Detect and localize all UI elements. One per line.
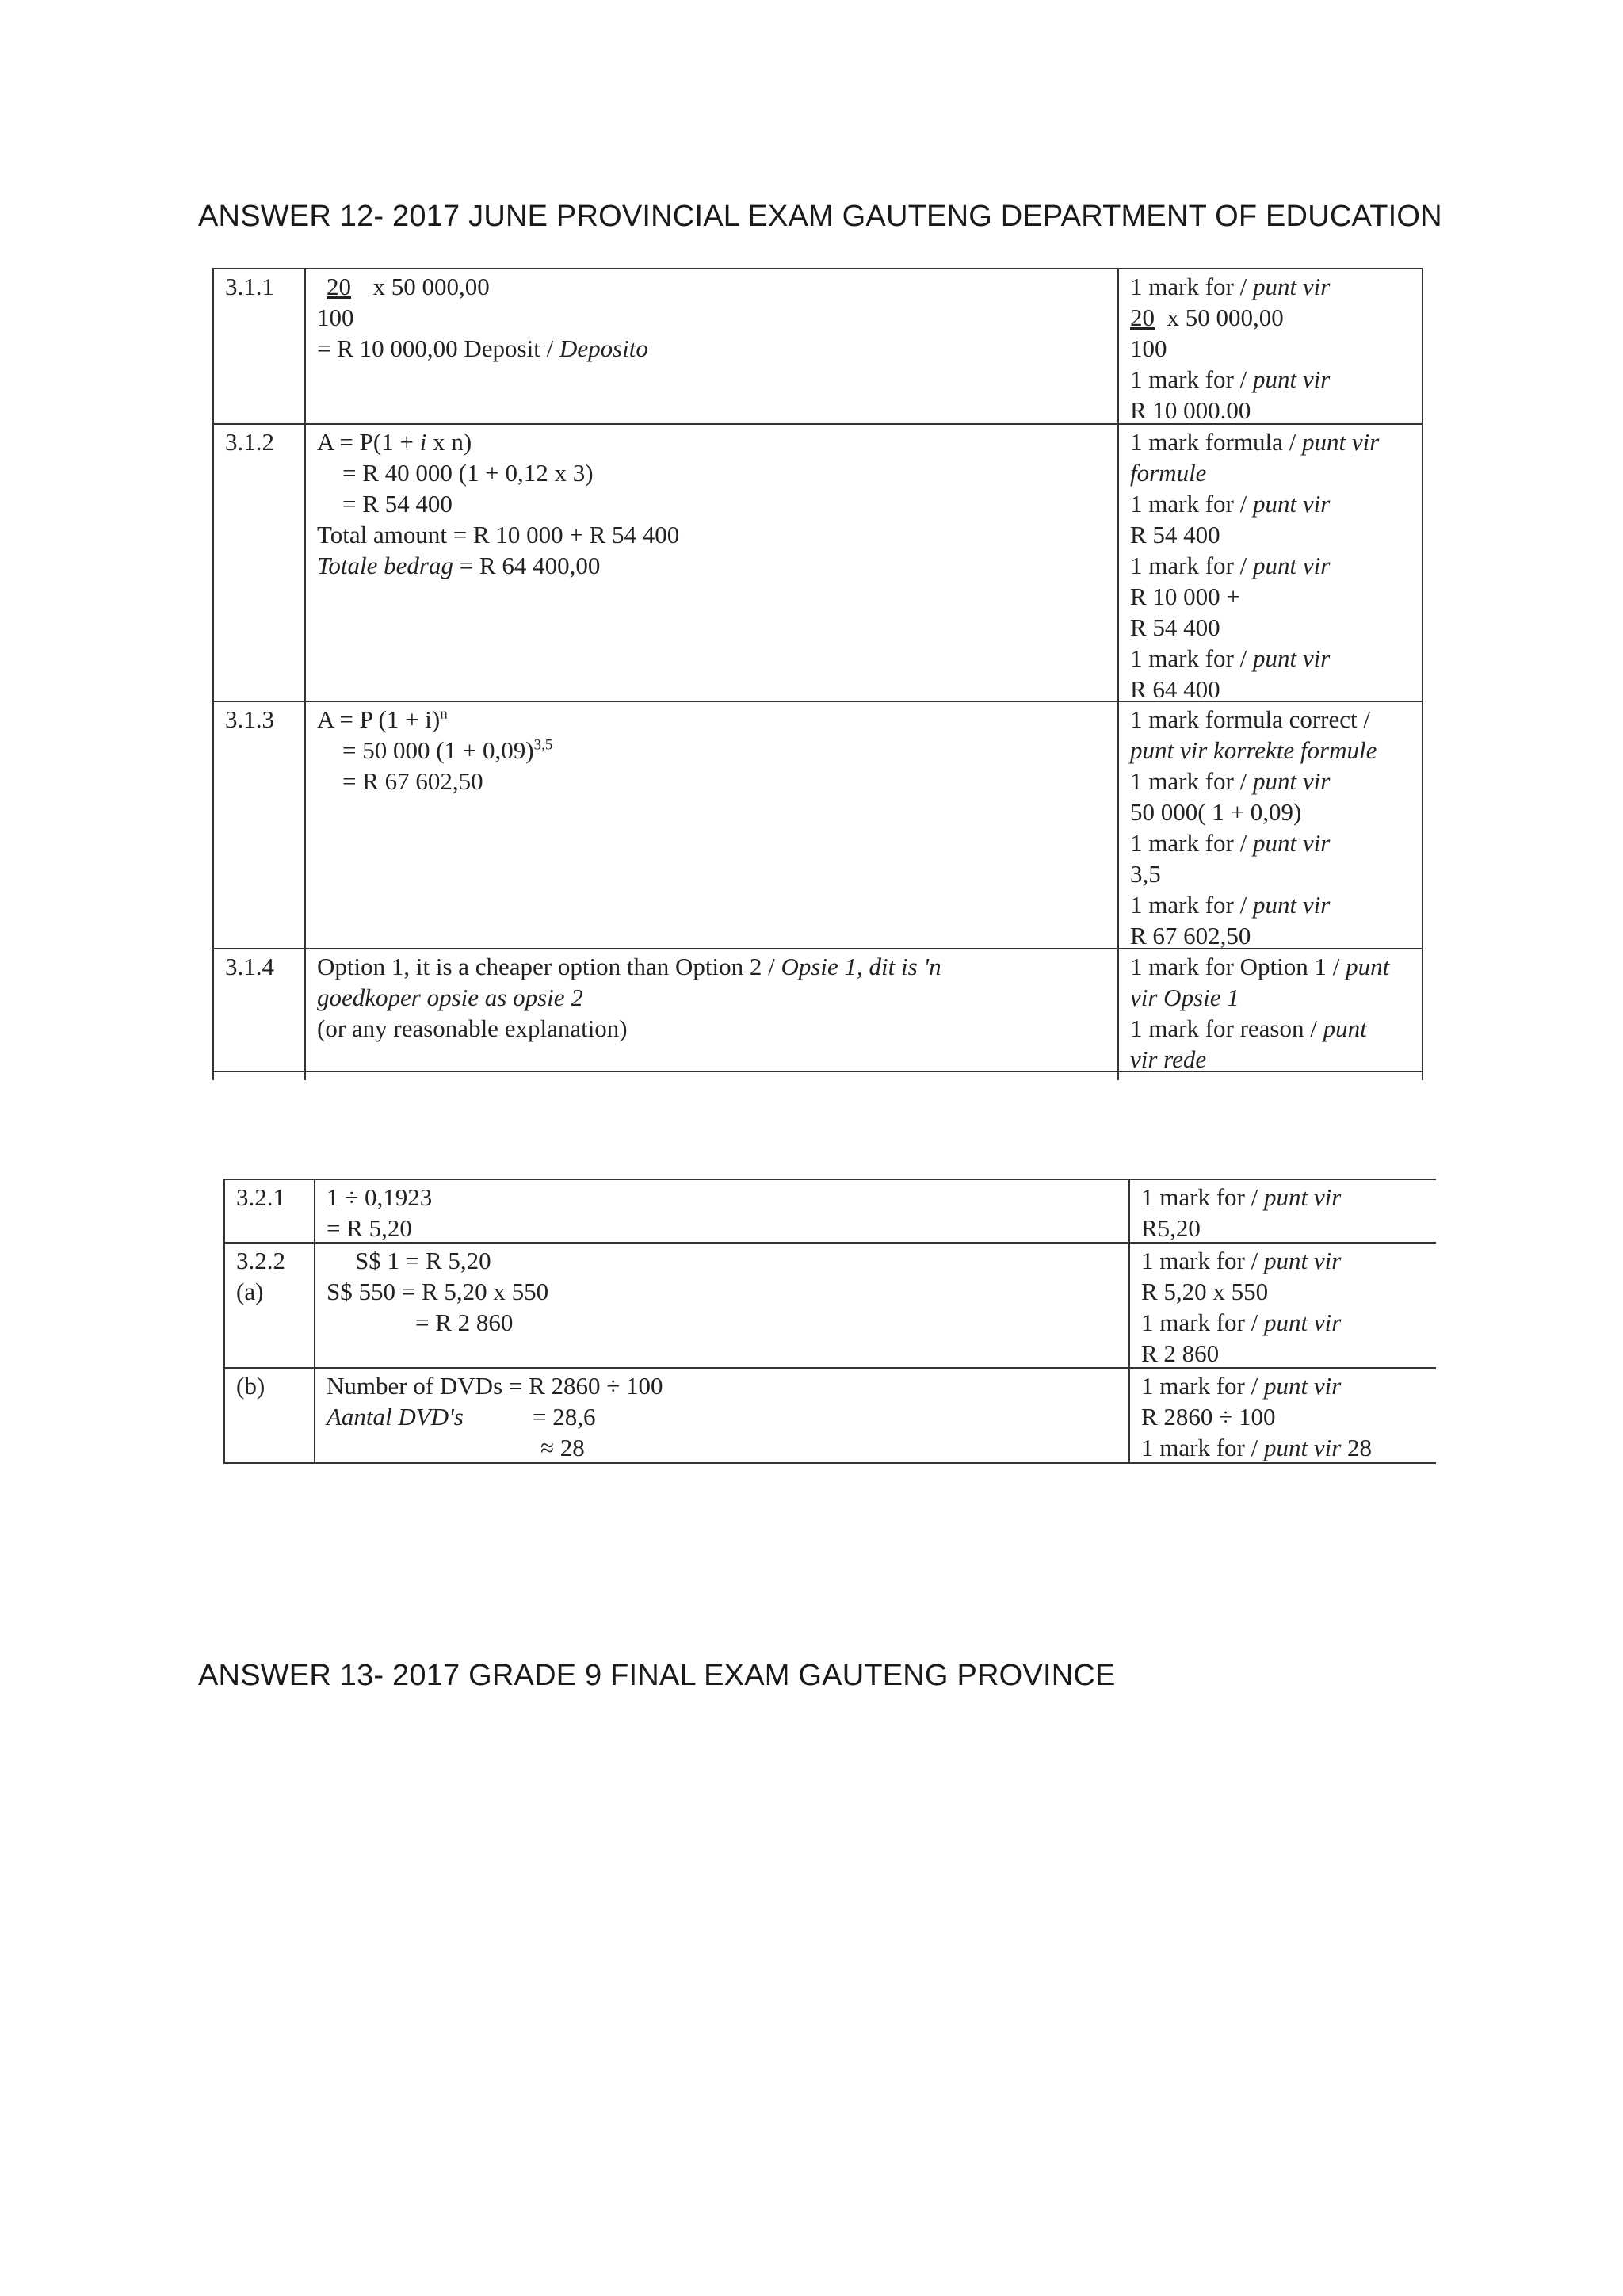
question-number: 3.1.1 xyxy=(225,273,274,300)
question-number: 3.2.2 xyxy=(236,1247,285,1274)
answer-line: Total amount = R 10 000 + R 54 400 xyxy=(317,521,680,548)
mark-text: 1 mark for / xyxy=(1141,1183,1264,1211)
table-row xyxy=(212,268,1423,425)
answer-cell xyxy=(304,949,1119,1071)
mark-text: 1 mark for / xyxy=(1141,1247,1264,1274)
answer-line: = R 2 860 xyxy=(415,1308,514,1336)
answer-12-heading: ANSWER 12- 2017 JUNE PROVINCIAL EXAM GAUTENG DEPARTMENT OF EDUCATION xyxy=(198,200,1442,233)
question-number-cell xyxy=(223,1369,315,1462)
mark-text: 1 mark for Option 1 / xyxy=(1130,953,1346,980)
mark-line xyxy=(1130,827,1411,858)
mark-text: 1 mark for / xyxy=(1130,365,1253,393)
answer-cell xyxy=(304,702,1119,948)
answer-line: = R 67 602,50 xyxy=(342,767,483,795)
afrikaans-term: punt vir xyxy=(1263,1247,1342,1274)
answer-line: = R 5,20 xyxy=(327,1214,412,1242)
answer-cell xyxy=(304,425,1119,701)
answer-cell xyxy=(304,269,1119,423)
answer-line xyxy=(317,426,1108,457)
exponent: 3,5 xyxy=(533,736,553,754)
mark-value: 50 000( 1 + 0,09) xyxy=(1130,798,1302,826)
answer-text: x n) xyxy=(426,428,472,456)
answer-line: S$ 1 = R 5,20 xyxy=(355,1247,491,1274)
table-row xyxy=(223,1244,1436,1369)
mark-text: 1 mark for / xyxy=(1130,273,1253,300)
variable-i: i xyxy=(419,428,427,456)
mark-line xyxy=(1141,1432,1425,1463)
mark-line xyxy=(1141,1245,1425,1276)
afrikaans-term: punt vir xyxy=(1252,365,1331,393)
answer-line xyxy=(317,735,1108,766)
answer-line: ≈ 28 xyxy=(540,1434,585,1461)
afrikaans-term: punt vir xyxy=(1263,1183,1342,1211)
afrikaans-term: Opsie 1, dit is 'n xyxy=(781,953,941,980)
mark-value: R 54 400 xyxy=(1130,521,1220,548)
answer-13-heading: ANSWER 13- 2017 GRADE 9 FINAL EXAM GAUTENG PROVINCE xyxy=(198,1659,1116,1692)
fraction-denominator: 100 xyxy=(1130,334,1167,362)
mark-line xyxy=(1130,302,1411,333)
mark-text: 1 mark for / xyxy=(1130,891,1253,919)
mark-value: R 2 860 xyxy=(1141,1339,1220,1367)
answer-line: S$ 550 = R 5,20 x 550 xyxy=(327,1278,549,1305)
mark-value: 28 xyxy=(1341,1434,1373,1461)
afrikaans-term: punt vir xyxy=(1252,273,1331,300)
question-number-cell xyxy=(223,1244,315,1367)
question-number-cell xyxy=(212,949,306,1071)
mark-line xyxy=(1130,951,1411,982)
afrikaans-term: vir rede xyxy=(1130,1045,1207,1073)
afrikaans-term: punt vir xyxy=(1263,1372,1342,1400)
afrikaans-term: punt vir korrekte formule xyxy=(1130,736,1377,764)
answer-line xyxy=(317,550,1108,581)
answer-text: = 50 000 (1 + 0,09) xyxy=(342,736,534,764)
table-row xyxy=(223,1369,1436,1464)
mark-value: R 5,20 x 550 xyxy=(1141,1278,1269,1305)
afrikaans-term: punt vir xyxy=(1252,644,1331,672)
afrikaans-term: punt vir xyxy=(1252,490,1331,518)
afrikaans-term: punt vir xyxy=(1252,767,1331,795)
afrikaans-term: Aantal DVD's xyxy=(327,1403,464,1431)
question-number-cell xyxy=(212,269,306,423)
answer-text: Option 1, it is a cheaper option than Option 2 / xyxy=(317,953,781,980)
mark-value: R 10 000 + xyxy=(1130,583,1240,610)
question-number-cell xyxy=(212,702,306,948)
mark-text: 1 mark for / xyxy=(1141,1308,1264,1336)
question-number: 3.1.3 xyxy=(225,705,274,733)
table-row xyxy=(223,1179,1436,1244)
answer-text: = R 10 000,00 Deposit / xyxy=(317,334,559,362)
afrikaans-term: punt xyxy=(1323,1014,1367,1042)
afrikaans-term: punt vir xyxy=(1252,829,1331,857)
mark-line xyxy=(1130,364,1411,395)
afrikaans-term: punt xyxy=(1346,953,1390,980)
answer-line: (or any reasonable explanation) xyxy=(317,1014,628,1042)
question-number-cell xyxy=(212,425,306,701)
mark-line xyxy=(1130,766,1411,797)
mark-line xyxy=(1130,550,1411,581)
memo-table-3-1 xyxy=(212,268,1423,1080)
mark-text: 1 mark for / xyxy=(1130,490,1253,518)
table-row xyxy=(212,949,1423,1072)
marks-cell xyxy=(1117,269,1423,423)
afrikaans-term: Deposito xyxy=(559,334,648,362)
table-row xyxy=(212,425,1423,702)
answer-line: = R 40 000 (1 + 0,12 x 3) xyxy=(342,459,594,487)
mark-line xyxy=(1130,889,1411,920)
question-number: 3.2.1 xyxy=(236,1183,285,1211)
question-part: (b) xyxy=(236,1372,265,1400)
marks-cell xyxy=(1117,702,1423,948)
answer-line xyxy=(327,1401,1119,1432)
mark-value: R5,20 xyxy=(1141,1214,1201,1242)
answer-line xyxy=(317,271,1108,302)
mark-line xyxy=(1141,1307,1425,1338)
afrikaans-term: punt vir xyxy=(1252,891,1331,919)
question-number-cell xyxy=(223,1180,315,1242)
mark-text: 1 mark for / xyxy=(1130,644,1253,672)
mark-text: 1 mark for / xyxy=(1130,552,1253,579)
marks-cell xyxy=(1117,425,1423,701)
answer-text: A = P (1 + i) xyxy=(317,705,441,733)
answer-text: = R 64 400,00 xyxy=(453,552,601,579)
mark-value: R 64 400 xyxy=(1130,675,1220,703)
fraction-denominator: 100 xyxy=(317,304,354,331)
answer-line xyxy=(317,704,1108,735)
marks-cell xyxy=(1117,949,1423,1071)
mark-text: x 50 000,00 xyxy=(1167,304,1284,331)
mark-line xyxy=(1130,643,1411,674)
question-number: 3.1.4 xyxy=(225,953,274,980)
mark-text: 1 mark for / xyxy=(1141,1372,1264,1400)
mark-text: 1 mark for / xyxy=(1130,767,1253,795)
mark-text: 1 mark formula / xyxy=(1130,428,1302,456)
answer-line: = R 54 400 xyxy=(342,490,453,518)
answer-line: 1 ÷ 0,1923 xyxy=(327,1183,433,1211)
mark-value: R 2860 ÷ 100 xyxy=(1141,1403,1276,1431)
mark-line xyxy=(1141,1370,1425,1401)
mark-value: R 67 602,50 xyxy=(1130,922,1251,949)
mark-line xyxy=(1141,1182,1425,1213)
answer-text: x 50 000,00 xyxy=(372,273,490,300)
answer-cell xyxy=(314,1369,1130,1462)
answer-text: A = P(1 + xyxy=(317,428,420,456)
table-row xyxy=(212,702,1423,949)
mark-value: R 54 400 xyxy=(1130,613,1220,641)
answer-line xyxy=(317,333,1108,364)
question-number: 3.1.2 xyxy=(225,428,274,456)
marks-cell xyxy=(1128,1369,1436,1462)
mark-text: 1 mark for reason / xyxy=(1130,1014,1323,1042)
mark-text: 1 mark formula correct / xyxy=(1130,705,1370,733)
memo-table-3-2 xyxy=(223,1179,1436,1461)
mark-text: 1 mark for / xyxy=(1141,1434,1264,1461)
fraction-numerator: 20 xyxy=(327,273,351,300)
marks-cell xyxy=(1128,1180,1436,1242)
mark-line xyxy=(1130,1013,1411,1044)
afrikaans-term: goedkoper opsie as opsie 2 xyxy=(317,984,583,1011)
afrikaans-term: vir Opsie 1 xyxy=(1130,984,1239,1011)
afrikaans-term: Totale bedrag xyxy=(317,552,453,579)
afrikaans-term: punt vir xyxy=(1301,428,1380,456)
mark-line xyxy=(1130,488,1411,519)
mark-value: 3,5 xyxy=(1130,860,1161,888)
fraction-numerator: 20 xyxy=(1130,304,1155,331)
answer-line xyxy=(317,951,1108,982)
mark-value: R 10 000.00 xyxy=(1130,396,1251,424)
mark-text: 1 mark for / xyxy=(1130,829,1253,857)
mark-line xyxy=(1130,271,1411,302)
answer-text: = 28,6 xyxy=(533,1403,596,1431)
table-cut-edge xyxy=(212,1072,1423,1080)
afrikaans-term: punt vir xyxy=(1263,1434,1342,1461)
afrikaans-term: punt vir xyxy=(1263,1308,1342,1336)
marks-cell xyxy=(1128,1244,1436,1367)
answer-cell xyxy=(314,1180,1130,1242)
mark-line xyxy=(1130,426,1411,457)
answer-cell xyxy=(314,1244,1130,1367)
question-part: (a) xyxy=(236,1278,264,1305)
afrikaans-term: formule xyxy=(1130,459,1207,487)
afrikaans-term: punt vir xyxy=(1252,552,1331,579)
exponent: n xyxy=(440,705,448,723)
answer-line: Number of DVDs = R 2860 ÷ 100 xyxy=(327,1372,663,1400)
